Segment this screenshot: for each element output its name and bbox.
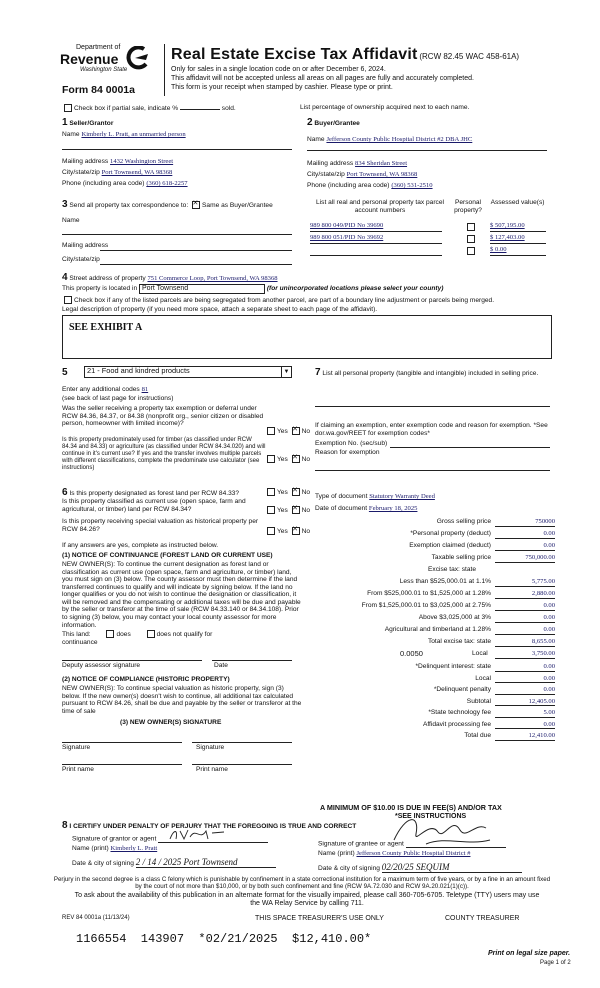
buyer-phone-field[interactable]: (360) 531-2510: [391, 182, 433, 189]
notice-2-title: (2) NOTICE OF COMPLIANCE (HISTORIC PROPERTY): [62, 676, 230, 683]
dor-dept: Department of: [76, 44, 121, 51]
segregated-checkbox[interactable]: [64, 296, 72, 304]
tax-calc-value[interactable]: 0.00: [495, 626, 555, 635]
grantor-signature-field[interactable]: [158, 833, 268, 843]
land-does-not-checkbox[interactable]: [147, 630, 155, 638]
seller-name-row: Name Kimberly L. Pratt, an unmarried person: [62, 131, 186, 138]
s7-exempt: If claiming an exemption, enter exemption code and reason for exemption. *See dor.wa.gov/REET for exemption codes*: [315, 422, 548, 437]
header-divider: [164, 44, 165, 96]
local-value[interactable]: 3,750.00: [495, 650, 555, 659]
buyer-mail-row: Mailing address 834 Sheridan Street: [307, 160, 408, 167]
doc-date-field[interactable]: February 18, 2025: [368, 505, 418, 512]
tax-calc-label: Taxable selling price: [431, 554, 491, 561]
tax-calc-value[interactable]: 5.00: [495, 709, 555, 718]
rev-number: REV 84 0001a (11/13/24): [62, 915, 130, 921]
tax-calc-value[interactable]: 2,880.00: [495, 590, 555, 599]
notice-2-body: NEW OWNER(S): To continue special valuation as historic property, sign (3) below. If the new owner(s) doesn't wish to continue, all additional tax calculated pursuant to RCW 84.26, shall be due and payable by the seller or transferor at the time of sale: [62, 685, 302, 715]
tax-calc-label: *Personal property (deduct): [410, 530, 491, 537]
personal-property-checkbox[interactable]: [467, 247, 475, 255]
tax-calc-value[interactable]: 750000: [495, 518, 555, 527]
tax-calc-label: Total excise tax: state: [427, 638, 491, 645]
grantee-sig-row: Signature of grantee or agent: [318, 838, 506, 848]
notice-1-title: (1) NOTICE OF CONTINUANCE (FOREST LAND OR CURRENT USE): [62, 552, 273, 559]
tax-calc-label: Exemption claimed (deduct): [409, 542, 491, 549]
land-does-checkbox[interactable]: [106, 630, 114, 638]
tax-calc-label: *State technology fee: [428, 709, 491, 716]
tax-calc-value[interactable]: 0.00: [495, 614, 555, 623]
seller-heading: 1 Seller/Grantor: [62, 117, 114, 128]
s6-q2-no-checkbox[interactable]: [292, 506, 300, 514]
new-owner-print-label-2: Print name: [196, 766, 228, 773]
s5-q2-no-checkbox[interactable]: [292, 455, 300, 463]
same-as-buyer-checkbox[interactable]: [192, 201, 200, 209]
tax-calc-label: Local: [475, 674, 491, 682]
buyer-phone-row: Phone (including area code) (360) 531-2510: [307, 182, 433, 189]
tax-calc-value[interactable]: 750,000.00: [495, 554, 555, 563]
s7-personal: 7 List all personal property (tangible and intangible) included in selling price.: [315, 367, 539, 378]
tax-calc-label: *Delinquent penalty: [433, 686, 491, 693]
grantor-name-row: Name (print) Kimberly L. Pratt: [72, 845, 230, 853]
buyer-name-field[interactable]: Jefferson County Public Hospital District #2 DBA JHC: [326, 136, 473, 143]
tax-calc-label: *Delinquent interest: state: [415, 663, 491, 670]
form-rcw: (RCW 82.45 WAC 458-61A): [419, 52, 520, 61]
tax-calc-value[interactable]: 0.00: [495, 686, 555, 695]
grantor-date-row: Date & city of signing 2 / 14 / 2025 Port Townsend: [72, 857, 276, 868]
personal-property-checkbox[interactable]: [467, 223, 475, 231]
header-line-3: This form is your receipt when stamped by cashier. Please type or print.: [171, 84, 393, 91]
buyer-city-row: City/state/zip Port Townsend, WA 98368: [307, 171, 418, 178]
tax-calc-row: [315, 698, 555, 707]
parcel-col-header-3: Assessed value(s): [490, 199, 545, 206]
legal-description-value: SEE EXHIBIT A: [69, 322, 143, 333]
new-owner-print-label: Print name: [62, 766, 94, 773]
tax-calc-row: [315, 530, 555, 539]
additional-codes-field[interactable]: 81: [141, 386, 149, 393]
s5-q1: Was the seller receiving a property tax exemption or deferral under RCW 84.36, 84.37, or 84.38 (nonprofit org., senior citizen or disabled person, homeowner with limited income)?: [62, 405, 264, 428]
tax-calc-value[interactable]: 5,775.00: [495, 578, 555, 587]
excise-state-label: Excise tax: state: [428, 566, 477, 573]
doc-type-row: Type of document Statutory Warranty Deed: [315, 493, 435, 500]
this-land-row: This land: does does not qualify for: [62, 630, 213, 638]
tax-calc-row: [315, 732, 555, 741]
tax-calc-row: [315, 686, 555, 695]
tax-calc-value[interactable]: 12,405.00: [495, 698, 555, 707]
located-row: This property is located in Port Townsend (for unincorporated locations please select your county): [62, 284, 443, 294]
seller-mail-field[interactable]: 1432 Washington Street: [110, 158, 174, 165]
grantee-name-row: Name (print) Jefferson County Public Hospital District #: [318, 850, 471, 857]
tax-calc-value[interactable]: 0.00: [495, 542, 555, 551]
corr-city-row: City/state/zip: [62, 256, 100, 263]
tax-calc-label: Agricultural and timberland at 1.28%: [384, 626, 491, 633]
s7-reason: Reason for exemption: [315, 449, 380, 456]
seller-mail-row: Mailing address 1432 Washington Street: [62, 158, 174, 165]
new-owner-signature-label-2: Signature: [196, 744, 225, 751]
tax-calc-label: Total due: [464, 732, 491, 739]
seller-city-field[interactable]: Port Townsend, WA 98368: [101, 169, 173, 176]
s5-q2-yes-checkbox[interactable]: [267, 455, 275, 463]
notice-3-title: (3) NEW OWNER(S) SIGNATURE: [120, 719, 222, 726]
cashier-stamp: 1166554 143907 *02/21/2025 $12,410.00*: [76, 932, 372, 946]
form-title: Real Estate Excise Tax Affidavit: [171, 46, 418, 63]
dropdown-arrow-icon[interactable]: ▼: [281, 367, 291, 377]
seller-phone-row: Phone (including area code) (360) 618-2257: [62, 180, 188, 187]
header-line-2: This affidavit will not be accepted unless all areas on all pages are fully and accurately completed.: [171, 75, 474, 82]
parcel-row: [310, 246, 550, 256]
s5-q1-no-checkbox[interactable]: [292, 427, 300, 435]
partial-sale-checkbox[interactable]: [64, 104, 72, 112]
see-instructions-note: *SEE INSTRUCTIONS: [395, 813, 467, 820]
tax-calc-row: [315, 590, 555, 599]
certify-row: 8 I CERTIFY UNDER PENALTY OF PERJURY THAT THE FOREGOING IS TRUE AND CORRECT: [62, 820, 357, 831]
additional-codes-row: Enter any additional codes 81: [62, 386, 149, 393]
correspondence-heading: 3 Send all property tax correspondence to: ✕ Same as Buyer/Grantee: [62, 199, 273, 211]
form-title-row: [171, 46, 519, 64]
tax-calc-label: From $525,000.01 to $1,525,000 at 1.28%: [367, 590, 491, 597]
legal-size-note: Print on legal size paper.: [488, 950, 571, 957]
street-row: 4 Street address of property 751 Commerce Loop, Port Townsend, WA 98368: [62, 272, 278, 283]
tax-calc-row: [315, 638, 555, 647]
accessibility-note: To ask about the availability of this publication in an alternate format for the visually impaired, please call 360-705-6705. Teletype (TTY) users may use the WA Relay Service by calling 711.: [74, 892, 540, 908]
tax-calc-value[interactable]: 0.00: [495, 721, 555, 730]
s6-q3-yes-checkbox[interactable]: [267, 527, 275, 535]
tax-calc-value[interactable]: 0.00: [495, 663, 555, 672]
seller-city-row: City/state/zip Port Townsend, WA 98368: [62, 169, 173, 176]
parcel-row: [310, 234, 550, 244]
tax-calc-label: From $1,525,000.01 to $3,025,000 at 2.75%: [361, 602, 491, 609]
new-owner-signature-label: Signature: [62, 744, 91, 751]
tax-calc-row: [315, 721, 555, 730]
s6-q1-yes-checkbox[interactable]: [267, 488, 275, 496]
tax-calc-row: [315, 614, 555, 623]
partial-sale-row: Check box if partial sale, indicate % sold.: [62, 104, 236, 112]
tax-calc-row: [315, 626, 555, 635]
local-label: Local: [472, 650, 488, 657]
s5-q2-answer: Yes ✕ No: [265, 455, 310, 463]
page-number: Page 1 of 2: [540, 960, 571, 966]
tax-calc-label: Gross selling price: [436, 518, 491, 525]
tax-calc-label: Affidavit processing fee: [422, 720, 491, 728]
assessed-value-field[interactable]: $ 0.00: [490, 246, 546, 256]
tax-calc-value[interactable]: 0.00: [495, 675, 555, 684]
parcel-col-header-1: List all real and personal property tax parcel account numbers: [316, 199, 444, 214]
s6-q3-no-checkbox[interactable]: [292, 527, 300, 535]
tax-calc-row: [315, 602, 555, 611]
doc-type-field[interactable]: Statutory Warranty Deed: [369, 493, 435, 500]
personal-property-checkbox[interactable]: [467, 235, 475, 243]
s6-q2: Is this property classified as current use (open space, farm and agricultural, or timber) land per RCW 84.34?: [62, 498, 246, 513]
tax-calc-value[interactable]: 0.00: [495, 530, 555, 539]
deputy-date-label: Date: [214, 662, 228, 669]
segregated-row: Check box if any of the listed parcels are being segregated from another parcel, are part of a boundary line adjustment or parcels being merged.: [62, 296, 494, 304]
dor-revenue: Revenue: [60, 51, 119, 67]
tax-calc-row: [315, 709, 555, 718]
minimum-note: A MINIMUM OF $10.00 IS DUE IN FEE(S) AND/OR TAX: [320, 803, 502, 812]
tax-calc-label: Above $3,025,000 at 3%: [418, 614, 491, 621]
buyer-mail-field[interactable]: 834 Sheridan Street: [355, 160, 408, 167]
treasurer-only: THIS SPACE TREASURER'S USE ONLY: [255, 915, 384, 922]
use-code-select[interactable]: 21 - Food and kindred products ▼: [84, 366, 292, 378]
parcel-number-field[interactable]: [310, 246, 442, 256]
parcel-col-header-2: Personal property?: [454, 199, 482, 214]
tax-calc-label: Less than $525,000.01 at 1.1%: [399, 578, 491, 585]
grantee-signature-field[interactable]: [406, 838, 506, 848]
grantee-name-field[interactable]: Jefferson County Public Hospital District #: [356, 850, 471, 857]
parcel-number-field[interactable]: 989 800 049/PID No 39690: [310, 222, 442, 232]
tax-calc-value[interactable]: 8,655.00: [495, 638, 555, 647]
s6-q1: 6 Is this property designated as forest land per RCW 84.33?: [62, 487, 240, 498]
buyer-city-field[interactable]: Port Townsend, WA 98368: [346, 171, 418, 178]
s5-heading-no: 5: [62, 367, 68, 378]
located-select[interactable]: Port Townsend: [139, 284, 265, 294]
grantee-date-row: Date & city of signing 02/20/25 SEQUIM: [318, 862, 522, 873]
s5-q1-answer: Yes ✕ No: [265, 427, 310, 435]
tax-calc-row: [315, 663, 555, 672]
assessed-value-field[interactable]: $ 507,195.00: [490, 222, 546, 232]
tax-calc-row: [315, 518, 555, 527]
s6-q2-yes-checkbox[interactable]: [267, 506, 275, 514]
buyer-name-row: Name Jefferson County Public Hospital District #2 DBA JHC: [307, 136, 473, 143]
grantor-date-field[interactable]: 2 / 14 / 2025 Port Townsend: [136, 857, 276, 868]
buyer-heading: 2 Buyer/Grantee: [307, 117, 360, 128]
deputy-signature-label: Deputy assessor signature: [62, 662, 141, 669]
s6-q3: Is this property receiving special valuation as historical property per RCW 84.26?: [62, 518, 259, 533]
ownership-note: List percentage of ownership acquired next to each name.: [300, 104, 470, 111]
notice-1-body: NEW OWNER(S): To continue the current designation as forest land or classification as current use (open space, farm and agriculture, or timber) land, you must sign on (3) below. The county assessor must then determine if the land transferred continues to qualify and will indicate by signing below. If the land no longer qualifies or you do not wish to continue the designation or classification, it will be removed and the compensating or additional taxes will be due and payable by the seller or transferor at the time of sale (RCW 84.33.140 or 84.34.108). Prior to signing (3) below, you may contact your local county assessor for more information.: [62, 561, 301, 629]
local-rate: 0.0050: [400, 649, 423, 658]
s6-q3-answer: Yes ✕ No: [265, 527, 310, 535]
grantor-sig-row: Signature of grantor or agent: [72, 833, 268, 843]
tax-calc-value[interactable]: 12,410.00: [495, 732, 555, 741]
tax-calc-row: [315, 542, 555, 551]
seller-phone-field[interactable]: (360) 618-2257: [146, 180, 188, 187]
legal-desc-label: Legal description of property (if you need more space, attach a separate sheet to each page of the affidavit).: [62, 306, 378, 313]
seller-name-field[interactable]: Kimberly L. Pratt, an unmarried person: [81, 131, 186, 138]
continuance-label: continuance: [62, 639, 98, 646]
street-address-field[interactable]: 751 Commerce Loop, Port Townsend, WA 98368: [147, 275, 278, 282]
county-treasurer: COUNTY TREASURER: [445, 915, 520, 922]
header-line-1: Only for sales in a single location code on or after December 6, 2024.: [171, 66, 386, 73]
tax-calc-row: [315, 554, 555, 563]
legal-description-box[interactable]: [62, 315, 552, 359]
corr-name-row: Name: [62, 217, 80, 224]
additional-codes-note: (see back of last page for instructions): [62, 395, 174, 402]
assessed-value-field[interactable]: $ 127,403.00: [490, 234, 546, 244]
s5-q2: Is this property predominately used for timber (as classified under RCW 84.34 and 84.33) or agriculture (as classified under RCW 84.34.020) and will continue in it's current use? If yes and the transfer involves multiple parcels with different classifications, complete the predominate use calculator (see instructions): [62, 437, 266, 471]
s5-q1-yes-checkbox[interactable]: [267, 427, 275, 435]
grantee-date-field[interactable]: 02/20/25 SEQUIM: [382, 862, 522, 873]
parcel-number-field[interactable]: 989 800 051/PID No 39692: [310, 234, 442, 244]
tax-calc-row: [315, 578, 555, 587]
corr-mail-row: Mailing address: [62, 242, 109, 249]
grantor-name-field[interactable]: Kimberly L. Pratt: [110, 845, 158, 852]
doc-date-row: Date of document February 18, 2025: [315, 505, 418, 512]
parcel-row: [310, 222, 550, 232]
perjury-note: Perjury in the second degree is a class C felony which is punishable by confinement in a state correctional institution for a maximum term of five years, or by a fine in an amount fixed by the court of not more than $10,000, or by both such confinement and fine (RCW 9A.72.030 and RCW 9A.20.021(1)(c)).: [53, 876, 551, 891]
s6-q1-no-checkbox[interactable]: [292, 488, 300, 496]
s6-q2-answer: Yes ✕ No: [265, 506, 310, 514]
s6-q1-answer: Yes ✕ No: [265, 488, 310, 496]
grantee-signature-mark: [386, 810, 496, 848]
grantor-signature-mark: [168, 827, 228, 841]
s6-instructions: If any answers are yes, complete as instructed below.: [62, 542, 219, 549]
tax-calc-row: [315, 675, 555, 684]
dor-state: Washington State: [80, 67, 128, 73]
form-number: Form 84 0001a: [62, 84, 135, 96]
tax-calc-value[interactable]: 0.00: [495, 602, 555, 611]
s7-exempt-no: Exemption No. (sec/sub): [315, 440, 388, 447]
tax-calc-label: Subtotal: [466, 697, 491, 705]
dor-swoosh-icon: [124, 46, 150, 70]
